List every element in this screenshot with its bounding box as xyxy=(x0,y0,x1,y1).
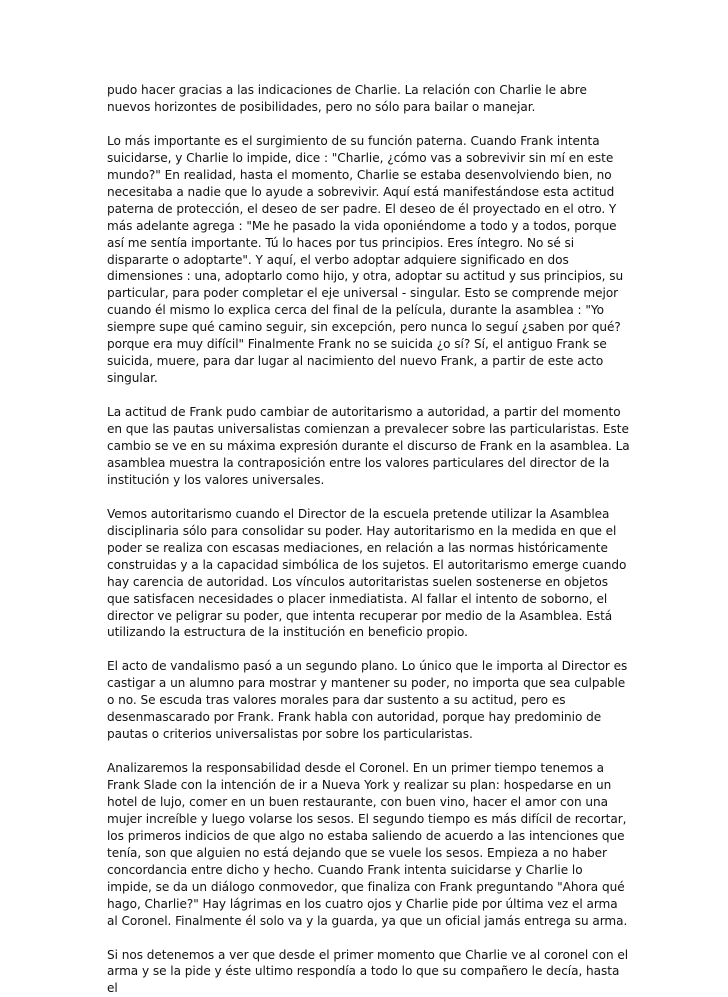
paragraph-4: Vemos autoritarismo cuando el Director de la escuela pretende utilizar la Asamblea disciplinaria sólo para consolidar su poder. Hay autoritarismo en la medida en que el poder se realiza con escasas mediaciones, en relación a las normas históricamente construidas y a la capacidad simbólica de los sujetos. El autoritarismo emerge cuando hay carencia de autoridad. Los vínculos autoritaristas suelen sostenerse en objetos que satisfacen necesidades o placer inmediatista. Al fallar el intento de soborno, el director ve peligrar su poder, que intenta recuperar por medio de la Asamblea. Está utilizando la estructura de la institución en beneficio propio. xyxy=(107,506,627,640)
paragraph-7: Si nos detenemos a ver que desde el primer momento que Charlie ve al coronel con el arma y se la pide y éste ultimo respondía a todo lo que su compañero le decía, hasta el xyxy=(107,947,629,996)
paragraph-6: Analizaremos la responsabilidad desde el Coronel. En un primer tiempo tenemos a Frank Slade con la intención de ir a Nueva York y realizar su plan: hospedarse en un hotel de lujo, comer en un buen restaurante, con buen vino, hacer el amor con una mujer increíble y luego volarse los sesos. El segundo tiempo es más difícil de recortar, los primeros indicios de que algo no estaba saliendo de acuerdo a las intenciones que tenía, son que alguien no está dejando que se vuele los sesos. Empieza a no haber concordancia entre dicho y hecho. Cuando Frank intenta suicidarse y Charlie lo impide, se da un diálogo conmovedor, que finaliza con Frank preguntando "Ahora qué hago, Charlie?" Hay lágrimas en los cuatro ojos y Charlie pide por última vez el arma al Coronel. Finalmente él solo va y la guarda, ya que un oficial jamás entrega su arma. xyxy=(107,761,628,928)
paragraph-2: Lo más importante es el surgimiento de su función paterna. Cuando Frank intenta suicidarse, y Charlie lo impide, dice : "Charlie, ¿cómo vas a sobrevivir sin mí en este mundo?" En realidad, hasta el momento, Charlie se estaba desenvolviendo bien, no necesitaba a nadie que lo ayude a sobrevivir. Aquí está manifestándose esta actitud paterna de protección, el deseo de ser padre. El deseo de él proyectado en el otro. Y más adelante agrega : "Me he pasado la vida oponiéndome a todo y a todos, porque así me sentía importante. Tú lo haces por tus principios. Eres íntegro. No sé si dispararte o adoptarte". Y aquí, el verbo adoptar adquiere significado en dos dimensiones : una, adoptarlo como hijo, y otra, adoptar su actitud y sus principios, su particular, para poder completar el eje universal - singular. Esto se comprende mejor cuando él mismo lo explica cerca del final de la película, durante la asamblea : "Yo siempre supe qué camino seguir, sin excepción, pero nunca lo seguí ¿saben por qué? porque era muy difícil" Finalmente Frank no se suicida ¿o sí? Sí, el antiguo Frank se suicida, muere, para dar lugar al nacimiento del nuevo Frank, a partir de este acto singular. xyxy=(107,133,624,386)
paragraph-5: El acto de vandalismo pasó a un segundo plano. Lo único que le importa al Director es castigar a un alumno para mostrar y mantener su poder, no importa que sea culpable o no. Se escuda tras valores morales para dar sustento a su actitud, pero es desenmascarado por Frank. Frank habla con autoridad, porque hay predominio de pautas o criterios universalistas por sobre los particularistas. xyxy=(107,659,628,742)
paragraph-1: pudo hacer gracias a las indicaciones de Charlie. La relación con Charlie le abre nuevos horizontes de posibilidades, pero no sólo para bailar o manejar. xyxy=(107,83,587,114)
document-body xyxy=(107,82,631,997)
paragraph-3: La actitud de Frank pudo cambiar de autoritarismo a autoridad, a partir del momento en que las pautas universalistas comienzan a prevalecer sobre las particularistas. Este cambio se ve en su máxima expresión durante el discurso de Frank en la asamblea. La asamblea muestra la contraposición entre los valores particulares del director de la institución y los valores universales. xyxy=(107,405,630,487)
